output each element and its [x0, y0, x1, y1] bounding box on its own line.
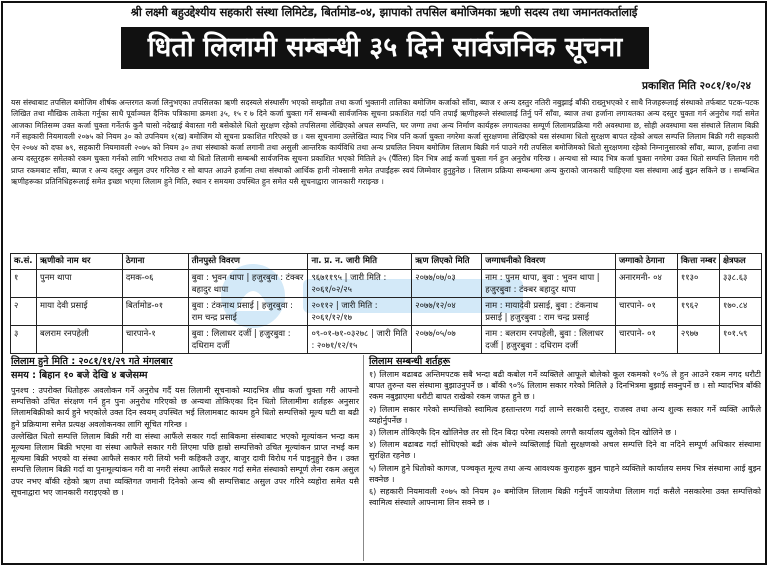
cell-owner: नाम : पुनम थापा, बुवा : भुवन थापा | हजुरबुवा : टंक्बर बहादुर थापा	[482, 270, 616, 298]
borrower-table	[10, 253, 762, 354]
auction-time: समय : बिहान १० बजे देखि ४ बजेसम्म	[11, 370, 148, 381]
table-row	[11, 270, 762, 298]
conditions-section	[369, 355, 761, 509]
condition-item: २) लिलाम सकार गरेको सम्पत्तिको स्वामित्व हस्तान्तरण गर्दा लाग्ने सरकारी दस्तुर, राजस्व तथा अन्य शुल्क सकार गर्ने व्यक्ति आफैंले व्यहोर्नुपर्नेछ ।	[369, 404, 761, 425]
cell-kitta: ११३०	[677, 270, 719, 298]
cell-name: पुनम थापा	[36, 270, 122, 298]
th-owner: जग्गाधनीको विवरण	[482, 254, 616, 270]
cell-address: दमक-०६	[122, 270, 188, 298]
th-family: तीनपुस्ते विवरण	[188, 254, 308, 270]
th-kitta: कित्ता नम्बर	[677, 254, 719, 270]
table-row	[11, 298, 762, 326]
cell-loan-date: २०७७/०५/०७	[412, 326, 482, 354]
conditions-list	[369, 369, 761, 508]
cell-loan-date: २०७७/१२/०४	[412, 298, 482, 326]
cell-citizenship: ०९-०१-७१-०३२७८ | जारी मिति : २०७१/१२/१५	[308, 326, 412, 354]
auction-paragraph-2: उल्लेखित धितो सम्पत्ति लिलाम बिक्री गरी वा संस्था आफैंले सकार गर्दा साबिकमा संस्थाबाट भएको मूल्यांकन भन्दा कम मूल्यमा लिलाम बिक्री भएमा वा संस्था आफैले सकार गरी लिएमा पछि हाम्रो सम्पत्तिको उचित मूल्यांकन प्राप्त नभई कम मूल्यमा बिक्री भएको वा संस्था आफैले सकार गरी लियो भनी कहिकतै उजुर, बाजुर दावी विरोध गर्न पाइनुहुने छैन । उक्त सम्पत्ति लिलाम बिक्री गर्दा वा पुनःमूल्यांकन गरी वा नगरी संस्था आफैंले सकार गर्दा समेत संस्थाको सम्पूर्ण लेना रकम असुल उपर नभए बाँकी रहेको ऋण तथा व्यक्तिगत जमानी दिनेको अन्य श्री सम्पत्तिबाट असुल उपर गरिने व्यहोरा समेत यसै सूचनाद्वारा भए जानकारी गराइएको छ ।	[11, 431, 359, 497]
cell-owner: नाम : बलराम रनपहेली, बुवा : लिलाधर दर्जी | हजुरबुवा : दधिराम दर्जी	[482, 326, 616, 354]
auction-paragraph-1: पुनश्च : उपरोक्त धितोहरू अवलोकन गर्ने अनुरोध गर्दै यस लिलामी सूचनाको म्यादभित्र शीघ्र कर्जा चुक्ता गरी आफ्नो सम्पत्तिको उचित संरक्षण गर्न हुन पुनः अनुरोध गरिएको छ अन्यथा तोकिएका दिन धितो लिलामीमा शर्तहरू अनुसार लिलामबिक्रीको कार्य हुने भएकोले उक्त दिन स्वयम् उपस्थित भई लिलामबाट कायम हुने धितो सम्पत्तिको मूल्य घटी वा बढी हुने प्रक्रियामा समेत प्रत्यक्ष अवलोकनका लागि सूचित गरिन्छ ।	[11, 386, 359, 429]
cell-area: ३३८.६३	[719, 270, 761, 298]
cell-land-address: अनारमनी- ०४	[615, 270, 677, 298]
condition-item: ४) लिलाम बढाबढ गर्दा सोधिएको बढी अंक बोल्ने व्यक्तिलाई धितो सुरक्षणको अचल सम्पत्ति दिने वा नदिने सम्पूर्ण अधिकार संस्थामा सुरक्षित रहनेछ ।	[369, 440, 761, 461]
cell-area: १७०.८४	[719, 298, 761, 326]
cell-loan-date: २०७७/०७/०३	[412, 270, 482, 298]
cell-land-address: चारपाने- ०१	[615, 326, 677, 354]
condition-item: ५) लिलाम हुने धितोको कागज, पञ्चकृत मूल्य तथा अन्य आवश्यक कुराहरू बुझ्न चाहने व्यक्तिले कार्यालय समय भित्र संस्थामा आई बुझ्न सक्नेछ ।	[369, 463, 761, 484]
th-address: ठेगाना	[122, 254, 188, 270]
th-area: क्षेत्रफल	[719, 254, 761, 270]
cell-sn: ३	[11, 326, 37, 354]
th-loan-date: ऋण लिएको मिति	[412, 254, 482, 270]
cell-sn: २	[11, 298, 37, 326]
th-sn: क.सं.	[11, 254, 37, 270]
cell-citizenship: २०११२ | जारी मिति : २०६१/१२/१७	[308, 298, 412, 326]
cell-kitta: १९६२	[677, 298, 719, 326]
auction-section	[11, 355, 359, 499]
th-citizenship: ना. प्र. न. जारी मिति	[308, 254, 412, 270]
condition-item: १) लिलाम बढाबढ अन्तिमपटक सबै भन्दा बढी कबोल गर्ने व्यक्तिले आफूले बोलेको कूल रकमको १०% ले हुन आउने रकम नगद धरौटी बापत तुरुन्त यस संस्थामा बुझाउनुपर्ने छ । बाँकी ९०% लिलाम सकार गरेको मितिले ३ दिनभित्रमा बुझाई सक्नुपर्ने छ । सो म्यादभित्र बाँकी रकम नबुझाएमा धरौटी बापत राखेको रकम जफत हुने छ ।	[369, 370, 761, 402]
cell-name: बलराम रनपहेली	[36, 326, 122, 354]
cell-family: बुवा : लिलाधर दर्जी | हजुरबुवा : दधिराम दर्जी	[188, 326, 308, 354]
condition-item: ६) सहकारी नियमावली २०७५ को नियम ३० बमोजिम लिलाम बिक्री गर्नुपर्ने जायजेथा लिलाम गर्दा कसैले नसकारेमा उक्त सम्पत्तिको स्वामित्व संस्थाले आफ्नामा लिन सक्ने छ ।	[369, 487, 761, 508]
cell-family: बुवा : टंकनाथ प्रसाई | हजुरबुवा : राम चन्द्र प्रसाई	[188, 298, 308, 326]
notice-title: धितो लिलामी सम्बन्धी ३५ दिने सार्वजनिक सूचना	[121, 27, 649, 69]
condition-item: ३) लिलाम तोकिएकै दिन खोलिनेछ तर सो दिन बिदा परेमा त्यसको लगत्तै कार्यालय खुलेको दिन खोलिने छ ।	[369, 428, 677, 438]
published-date: प्रकाशित मिति २०८१/१०/२४	[642, 80, 751, 92]
cell-kitta: २९७७	[677, 326, 719, 354]
cell-address: चारपाने-१	[122, 326, 188, 354]
th-name: ऋणीको नाम थर	[36, 254, 122, 270]
cell-land-address: चारपाने- ०१	[615, 298, 677, 326]
cell-owner: नाम : मायादेवी प्रसाई, बुवा : टंकनाथ प्रसाई | हजुरबुवा : राम चन्द्र प्रसाई	[482, 298, 616, 326]
notice-frame	[1, 1, 767, 565]
cell-address: बिर्तामोड-०१	[122, 298, 188, 326]
column-divider	[363, 355, 364, 561]
conditions-heading: लिलाम सम्बन्धी शर्तहरू	[369, 356, 451, 367]
table-row	[11, 326, 762, 354]
cell-family: बुवा : भुवन थापा | हजुरबुवा : टंक्बर बहादुर थापा	[188, 270, 308, 298]
cell-citizenship: ९६७११९५ | जारी मिति : २०६१/०२/२५	[308, 270, 412, 298]
cell-area: १०१.५९	[719, 326, 761, 354]
auction-date: लिलाम हुने मिति : २०८१/११/२९ गते मंगलबार	[11, 356, 173, 367]
table-header-row	[11, 254, 762, 270]
th-land-address: जग्गाको ठेगाना	[615, 254, 677, 270]
org-line: श्री लक्ष्मी बहुउद्देश्यीय सहकारी संस्था लिमिटेड, बिर्तामोड-०४, झापाको तपसिल बमोजिमका ऋणी सदस्य तथा जमानतकर्तालाई	[130, 5, 638, 19]
cell-sn: १	[11, 270, 37, 298]
cell-name: माया देवी प्रसाई	[36, 298, 122, 326]
intro-paragraph: यस संस्थाबाट तपसिल बमोजिम शीर्षक अन्तरगत कर्जा लिनुभएका तपसिलका ऋणी सदस्यले संस्थासँग भएको सम्झौता तथा कर्जा भुक्तानी तालिका बमोजिम कर्जाको साँवा, ब्याज र अन्य दस्तुर नतिरी नबुझाई बाँकी राख्नुभएको र साथै निजहरूलाई संस्थाको तर्फबाट पटक-पटक लिखित तथा मौखिक ताकेता गर्नुका साथै पूर्वाञ्चल दैनिक पत्रिकामा क्रमशः ३५, १५ र ७ दिने कर्जा चुक्ता गर्ने सम्बन्धी सार्वजनिक सूचना प्रकाशित गर्दा पनि तपाईं ऋणीहरूले संस्थालाई तिर्नु पर्ने साँवा, ब्याज तथा हर्जाना लगायतका अन्य दस्तुर चुक्ता गर्न अनुरोध गर्दा समेत आजका मितिसम्म उक्त कर्जा चुक्ता गर्नेतर्फ कुनै चासो नदेखाई बेवास्ता गरी बसेकोले धितो सुरक्षण रहेको तपसिलमा लेखिएको अचल सम्पत्ति, घर जग्गा तथा अन्य निर्माण कार्यहरू लगायतका सम्पूर्ण लिलामप्रक्रिया गरी अवस्थामा छ, सोही अवस्थामा यस संस्थाले लिलाम बिक्री गर्ने सहकारी नियमावली २०७५ को नियम ३० को उपनियम १(ख) बमोजिम यो सूचना प्रकाशित गरिएको छ । यस सूचनामा उल्लेखित म्याद भित्र पनि कर्जा चुक्ता नगरेमा कर्जा सुरक्षणमा लेखिएको यस संस्थामा धितो सुरक्षण बापत रहेको अचल सम्पत्ति लिलाम बिक्री गरी सहकारी ऐन २०७४ को दफा ७९, सहकारी नियमावली २०७५ को नियम ३० तथा संस्थाको कर्जा लगानी तथा असुली आन्तरिक कार्यविधि तथा अन्य प्रचलित नियम बमोजिम लिलाम बिक्री गर्न पाउने गरी तपसिल बमोजिमको धितो सुरक्षणमा रहेको निम्नानुसारको साँवा, ब्याज, हर्जाना तथा अन्य दस्तुरहरू समेतको रकम चुक्ता गर्नको लागि भरिभराउ तथा यो धितो लिलामी सम्बन्धी सार्वजनिक सूचना प्रकाशित भएको मितिले ३५ (पैँतिस) दिन भित्र आई कर्जा चुक्ता गर्न हुन अनुरोध गरिन्छ । अन्यथा सो म्याद भित्र कर्जा चुक्ता नगरेमा उक्त धितो सम्पत्ति लिलाम गरी प्राप्त रकमबाट साँवा, ब्याज र अन्य दस्तुर असुल उपर गरिनेछ र सो बापत आउने हर्जाना तथा संस्थाको आर्थिक हानी नोक्सानी समेत तपाईंहरू स्वयं जिम्मेवार हुनुहुनेछ । लिलाम प्रक्रिया सम्बन्धमा अन्य कुराको जानकारी चाहिएमा यस संस्थामा आई बुझ्न सकिने छ । सम्बन्धित ऋणीहरूका प्रतिनिधिहरूलाई समेत इच्छा भएमा लिलाम हुने मिति, स्थान र समयमा उपस्थित हुन समेत यसै सूचनाद्वारा जानकारी गराइन्छ ।	[11, 98, 759, 187]
